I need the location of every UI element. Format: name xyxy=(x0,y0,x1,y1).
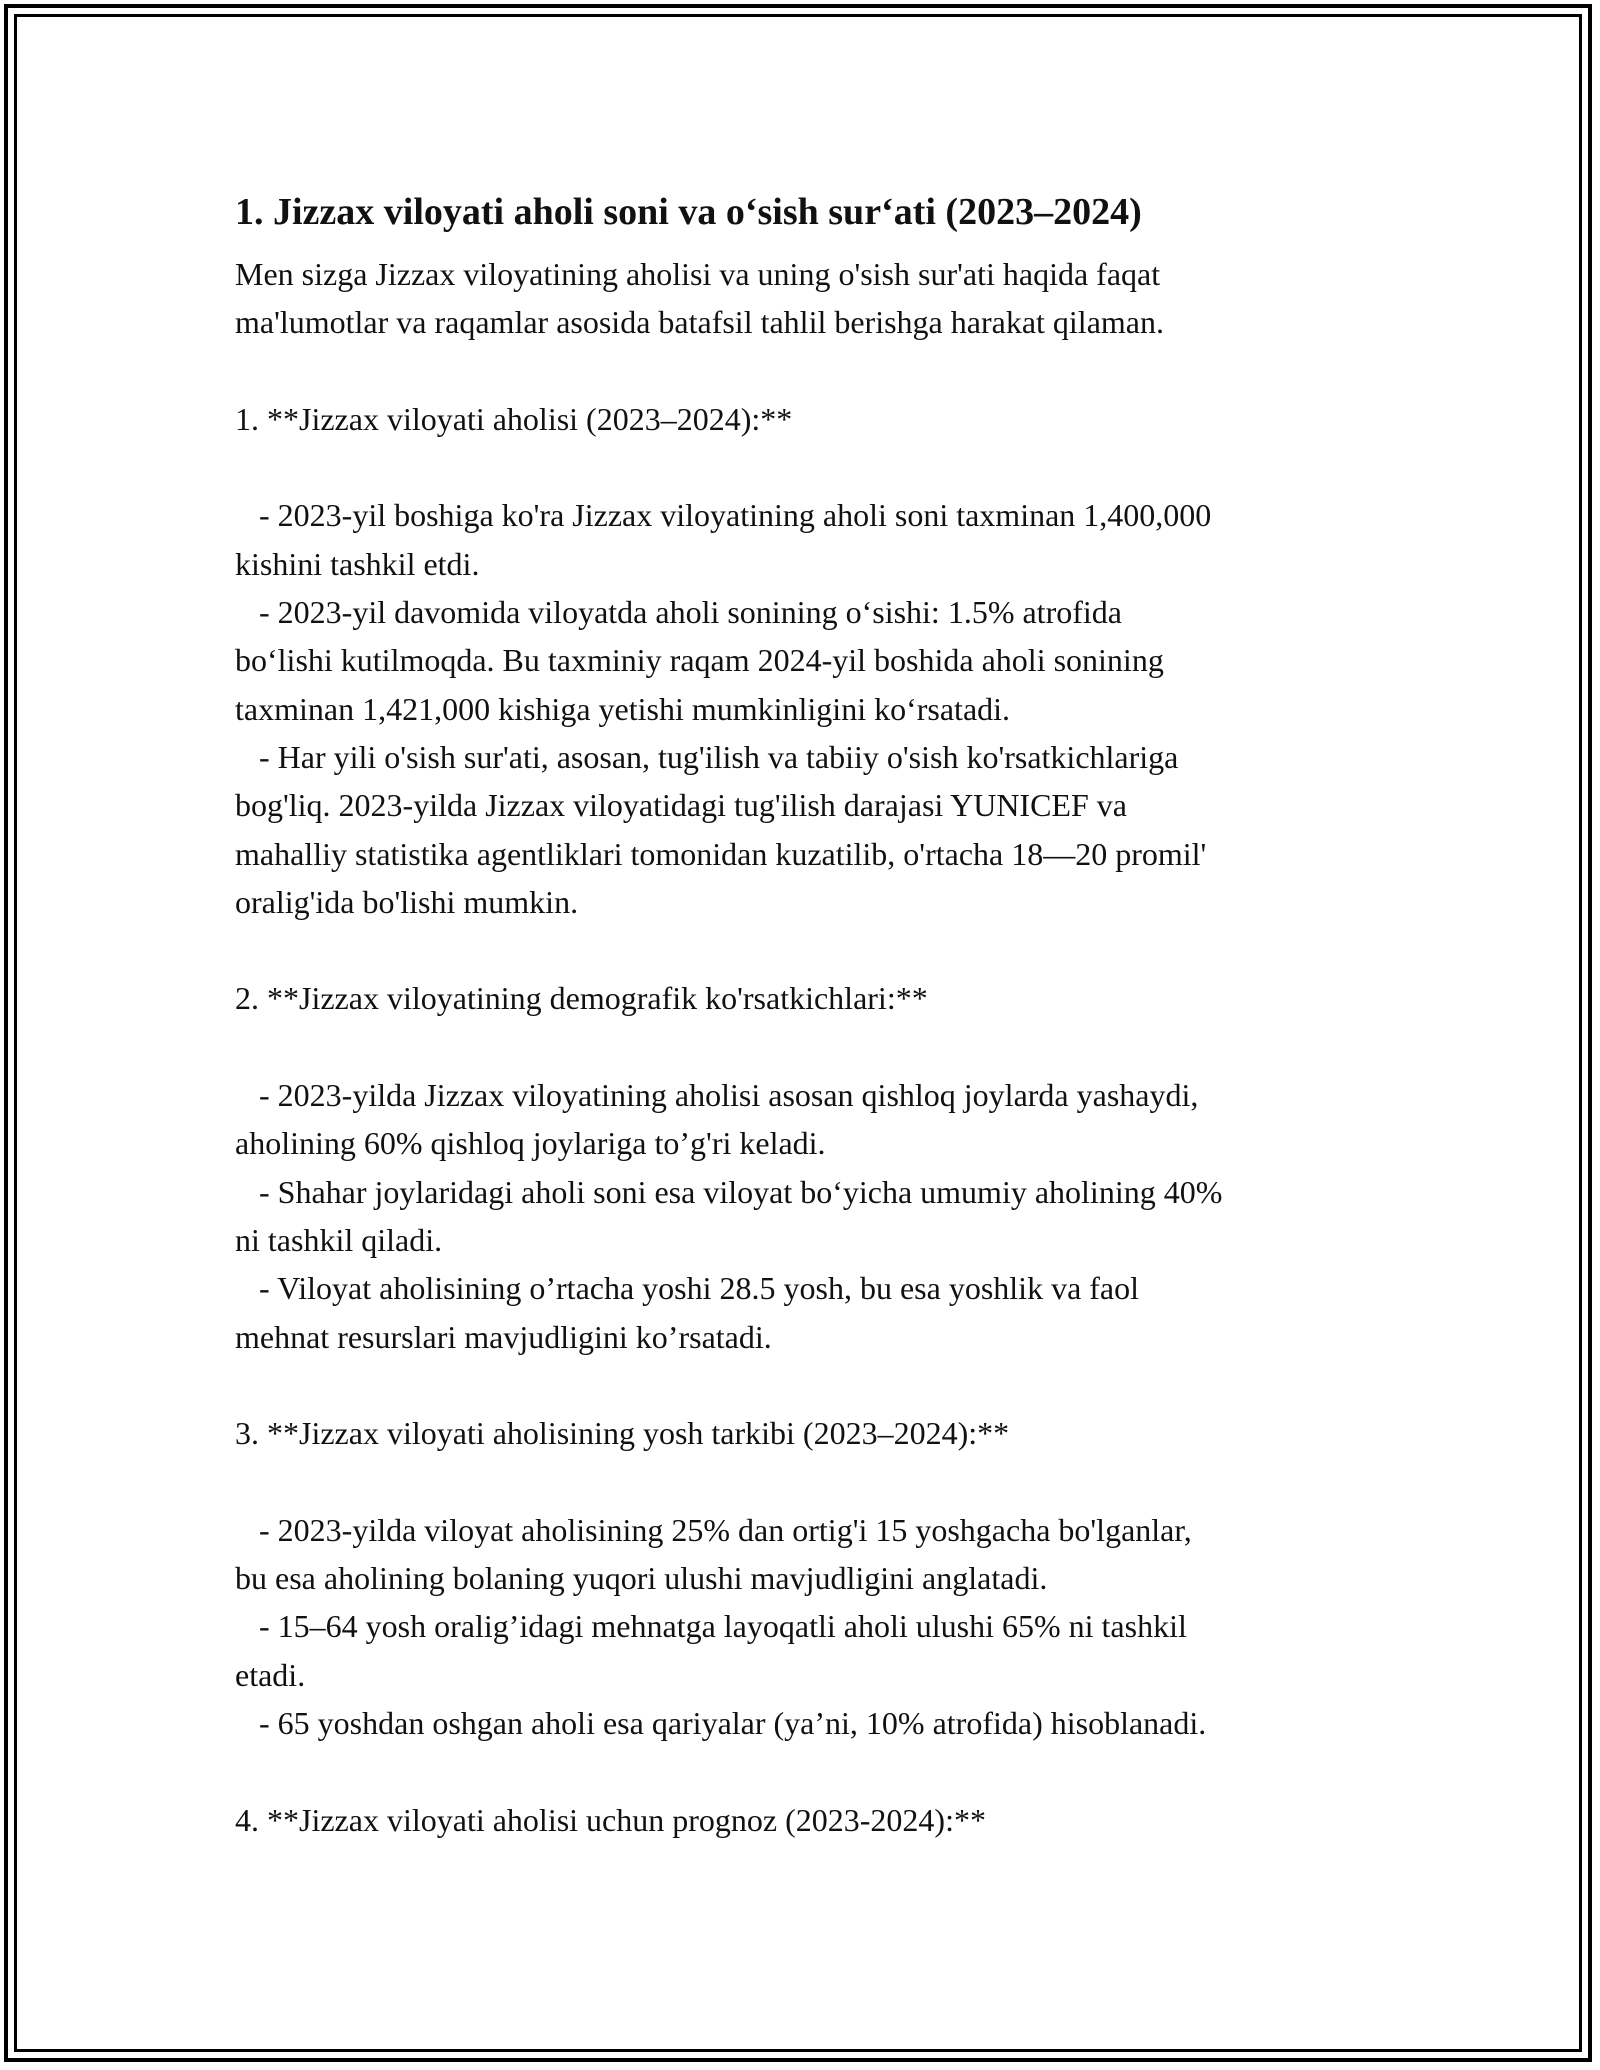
document-body: Men sizga Jizzax viloyatining aholisi va uning o'sish sur'ati haqida faqat ma'lumotlar va raqamlar asosida batafsil tahlil berishga harakat qilaman. 1. **Jizzax viloyati aholisi (2023–2024):** - 2023-yil boshiga ko'ra Jizzax viloyatining aholi soni taxminan 1,400,000 kishini tashkil etdi. - 2023-yil davomida viloyatda aholi sonining o‘sishi: 1.5% atrofida bo‘lishi kutilmoqda. Bu taxminiy raqam 2024-yil boshida aholi sonining taxminan 1,421,000 kishiga yetishi mumkinligini ko‘rsatadi. - Har yili o'sish sur'ati, asosan, tug'ilish va tabiiy o'sish ko'rsatkichlariga bog'liq. 2023-yilda Jizzax viloyatidagi tug'ilish darajasi YUNICEF va mahalliy statistika agentliklari tomonidan kuzatilib, o'rtacha 18—20 promil' oralig'ida bo'lishi mumkin. 2. **Jizzax viloyatining demografik ko'rsatkichlari:** - 2023-yilda Jizzax viloyatining aholisi asosan qishloq joylarda yashaydi, aholining 60% qishloq joylariga to’g'ri keladi. - Shahar joylaridagi aholi soni esa viloyat bo‘yicha umumiy aholining 40% ni tashkil qiladi. - Viloyat aholisining o’rtacha yoshi 28.5 yosh, bu esa yoshlik va faol mehnat resurslari mavjudligini ko’rsatadi. 3. **Jizzax viloyati aholisining yosh tarkibi (2023–2024):** - 2023-yilda viloyat aholisining 25% dan ortig'i 15 yoshgacha bo'lganlar, bu esa aholining bolaning yuqori ulushi mavjudligini anglatadi. - 15–64 yosh oralig’idagi mehnatga layoqatli aholi ulushi 65% ni tashkil etadi. - 65 yoshdan oshgan aholi esa qariyalar (ya’ni, 10% atrofida) hisoblanadi. 4. **Jizzax viloyati aholisi uchun prognoz (2023-2024):** xyxy=(235,256,1223,1838)
document-content xyxy=(235,186,1395,1844)
document-title: 1. Jizzax viloyati aholi soni va o‘sish sur‘ati (2023–2024) xyxy=(235,191,1142,233)
